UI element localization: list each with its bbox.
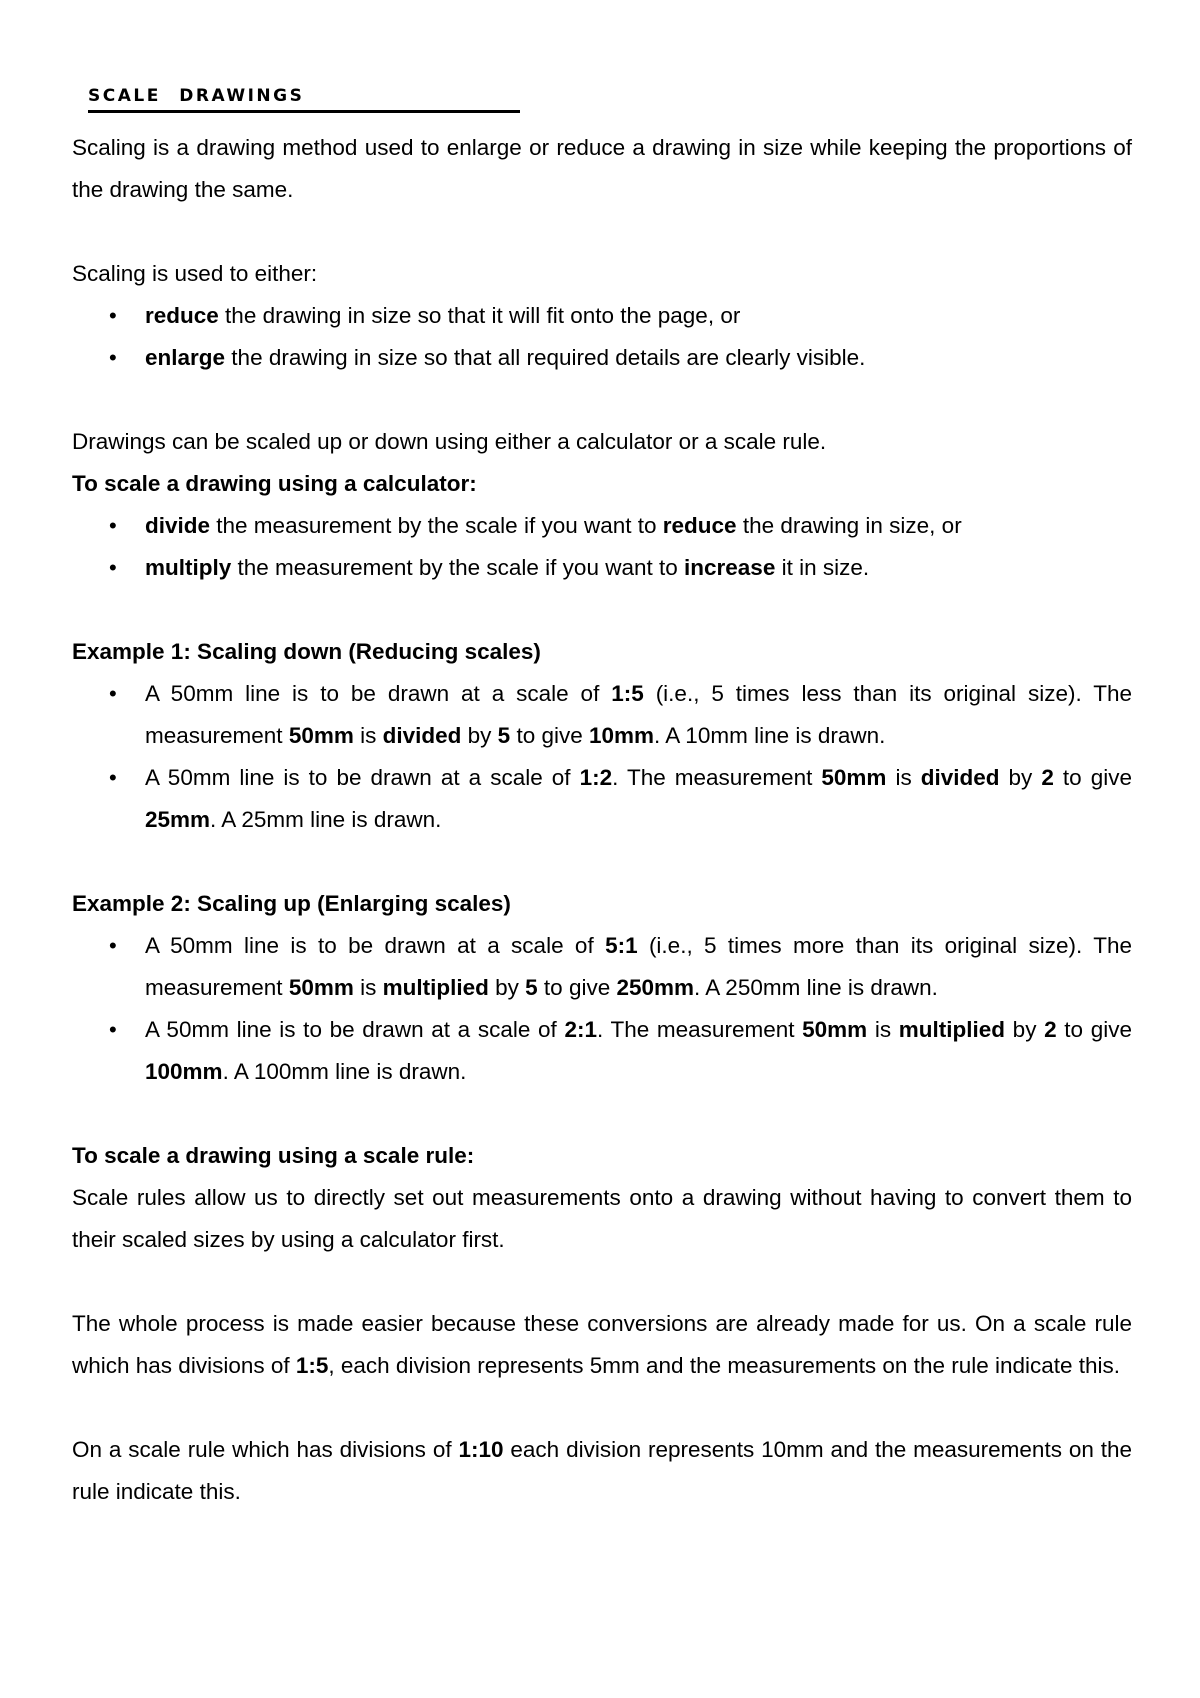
intro-paragraph: Scaling is a drawing method used to enlarge or reduce a drawing in size while keeping the proportions of the drawing the same.	[72, 135, 1132, 202]
bold-term: divide	[145, 513, 211, 538]
item-text: by	[999, 765, 1042, 790]
example2-list	[72, 925, 1132, 1093]
bold-term: 1:5	[611, 681, 644, 706]
calculator-heading	[72, 463, 1132, 505]
item-text: is	[867, 1017, 899, 1042]
item-text: . A 250mm line is drawn.	[694, 975, 938, 1000]
item-text: A 50mm line is to be drawn at a scale of	[145, 765, 580, 790]
heading-text: Example 2: Scaling up (Enlarging scales)	[72, 891, 511, 916]
bold-term: divided	[920, 765, 1000, 790]
list-item	[72, 757, 1132, 841]
bold-term: 25mm	[145, 807, 211, 832]
bold-term: increase	[684, 555, 776, 580]
item-text: . A 10mm line is drawn.	[654, 723, 886, 748]
item-text: is	[353, 975, 383, 1000]
bullet-icon: •	[109, 303, 117, 328]
page-title: SCALE DRAWINGS	[88, 86, 305, 106]
bullet-icon: •	[109, 513, 117, 538]
bullet-icon: •	[109, 765, 117, 790]
bullet-icon: •	[109, 1017, 117, 1042]
item-text: to give	[510, 723, 589, 748]
bold-term: 100mm	[145, 1059, 223, 1084]
process-paragraph	[72, 1303, 1132, 1387]
paragraph-text: The whole process is made easier because these conversions are already made for us. On a scale rule which has divisions of	[72, 1311, 1132, 1378]
bold-term: reduce	[145, 303, 219, 328]
title-block	[88, 82, 520, 113]
item-text: by	[488, 975, 526, 1000]
bullet-icon: •	[109, 933, 117, 958]
bold-term: divided	[382, 723, 462, 748]
bold-term: 1:5	[295, 1353, 329, 1378]
example1-heading	[72, 631, 1132, 673]
item-text: the drawing in size so that it will fit onto the page, or	[218, 303, 741, 328]
last-paragraph	[72, 1429, 1132, 1513]
bold-term: multiply	[145, 555, 232, 580]
bold-term: 50mm	[802, 1017, 868, 1042]
bold-term: 50mm	[821, 765, 887, 790]
bold-term: 5:1	[605, 933, 638, 958]
used-heading: Scaling is used to either:	[72, 261, 318, 286]
bold-term: 10mm	[588, 723, 655, 748]
list-item	[72, 547, 1132, 589]
heading-text: Example 1: Scaling down (Reducing scales)	[72, 639, 541, 664]
bold-term: 5	[497, 723, 511, 748]
item-text: is	[353, 723, 383, 748]
bold-term: multiplied	[898, 1017, 1006, 1042]
list-item	[72, 295, 1132, 337]
scale-rule-heading	[72, 1135, 1132, 1177]
list-item	[72, 337, 1132, 379]
item-text: . A 25mm line is drawn.	[210, 807, 442, 832]
item-text: (i.e., 5 times less than its original size). The measurement	[145, 681, 1132, 748]
bold-term: 250mm	[616, 975, 695, 1000]
heading-text: To scale a drawing using a calculator:	[72, 471, 477, 496]
item-text: by	[1005, 1017, 1045, 1042]
list-item	[72, 673, 1132, 757]
scaled-sentence: Drawings can be scaled up or down using either a calculator or a scale rule.	[72, 429, 827, 454]
item-text: the measurement by the scale if you want to	[231, 555, 685, 580]
item-text: to give	[537, 975, 617, 1000]
bold-term: 50mm	[288, 723, 354, 748]
bold-term: 2	[1044, 1017, 1057, 1042]
item-text: . A 100mm line is drawn.	[222, 1059, 467, 1084]
item-text: (i.e., 5 times more than its original size). The measurement	[145, 933, 1132, 1000]
bold-term: multiplied	[382, 975, 489, 1000]
scale-rule-paragraph: Scale rules allow us to directly set out measurements onto a drawing without having to convert them to their scaled sizes by using a calculator first.	[72, 1185, 1132, 1252]
item-text: . The measurement	[612, 765, 822, 790]
item-text: the drawing in size so that all required details are clearly visible.	[225, 345, 866, 370]
bold-term: 2	[1041, 765, 1054, 790]
bullet-icon: •	[109, 555, 117, 580]
bold-term: 1:10	[458, 1437, 504, 1462]
item-text: the measurement by the scale if you want to	[210, 513, 663, 538]
item-text: A 50mm line is to be drawn at a scale of	[145, 1017, 565, 1042]
item-text: A 50mm line is to be drawn at a scale of	[145, 933, 606, 958]
item-text: by	[461, 723, 498, 748]
bullet-icon: •	[109, 681, 117, 706]
item-text: . The measurement	[596, 1017, 803, 1042]
item-text: it in size.	[775, 555, 870, 580]
paragraph-text: each division represents 10mm and the measurements on the rule indicate this.	[72, 1437, 1133, 1504]
item-text: to give	[1056, 1017, 1132, 1042]
paragraph-text: , each division represents 5mm and the measurements on the rule indicate this.	[328, 1353, 1121, 1378]
example1-list	[72, 673, 1132, 841]
bullet-icon: •	[109, 345, 117, 370]
bold-term: reduce	[662, 513, 737, 538]
bold-term: 2:1	[564, 1017, 597, 1042]
list-item	[72, 925, 1132, 1009]
used-list	[72, 295, 1132, 379]
heading-text: To scale a drawing using a scale rule:	[72, 1143, 475, 1168]
item-text: is	[886, 765, 921, 790]
item-text: the drawing in size, or	[736, 513, 962, 538]
list-item	[72, 1009, 1132, 1093]
bold-term: 1:2	[579, 765, 613, 790]
item-text: to give	[1053, 765, 1132, 790]
bold-term: 50mm	[288, 975, 354, 1000]
item-text: A 50mm line is to be drawn at a scale of	[145, 681, 612, 706]
example2-heading	[72, 883, 1132, 925]
list-item	[72, 505, 1132, 547]
bold-term: 5	[525, 975, 538, 1000]
bold-term: enlarge	[145, 345, 226, 370]
paragraph-text: On a scale rule which has divisions of	[72, 1437, 459, 1462]
calculator-list	[72, 505, 1132, 589]
